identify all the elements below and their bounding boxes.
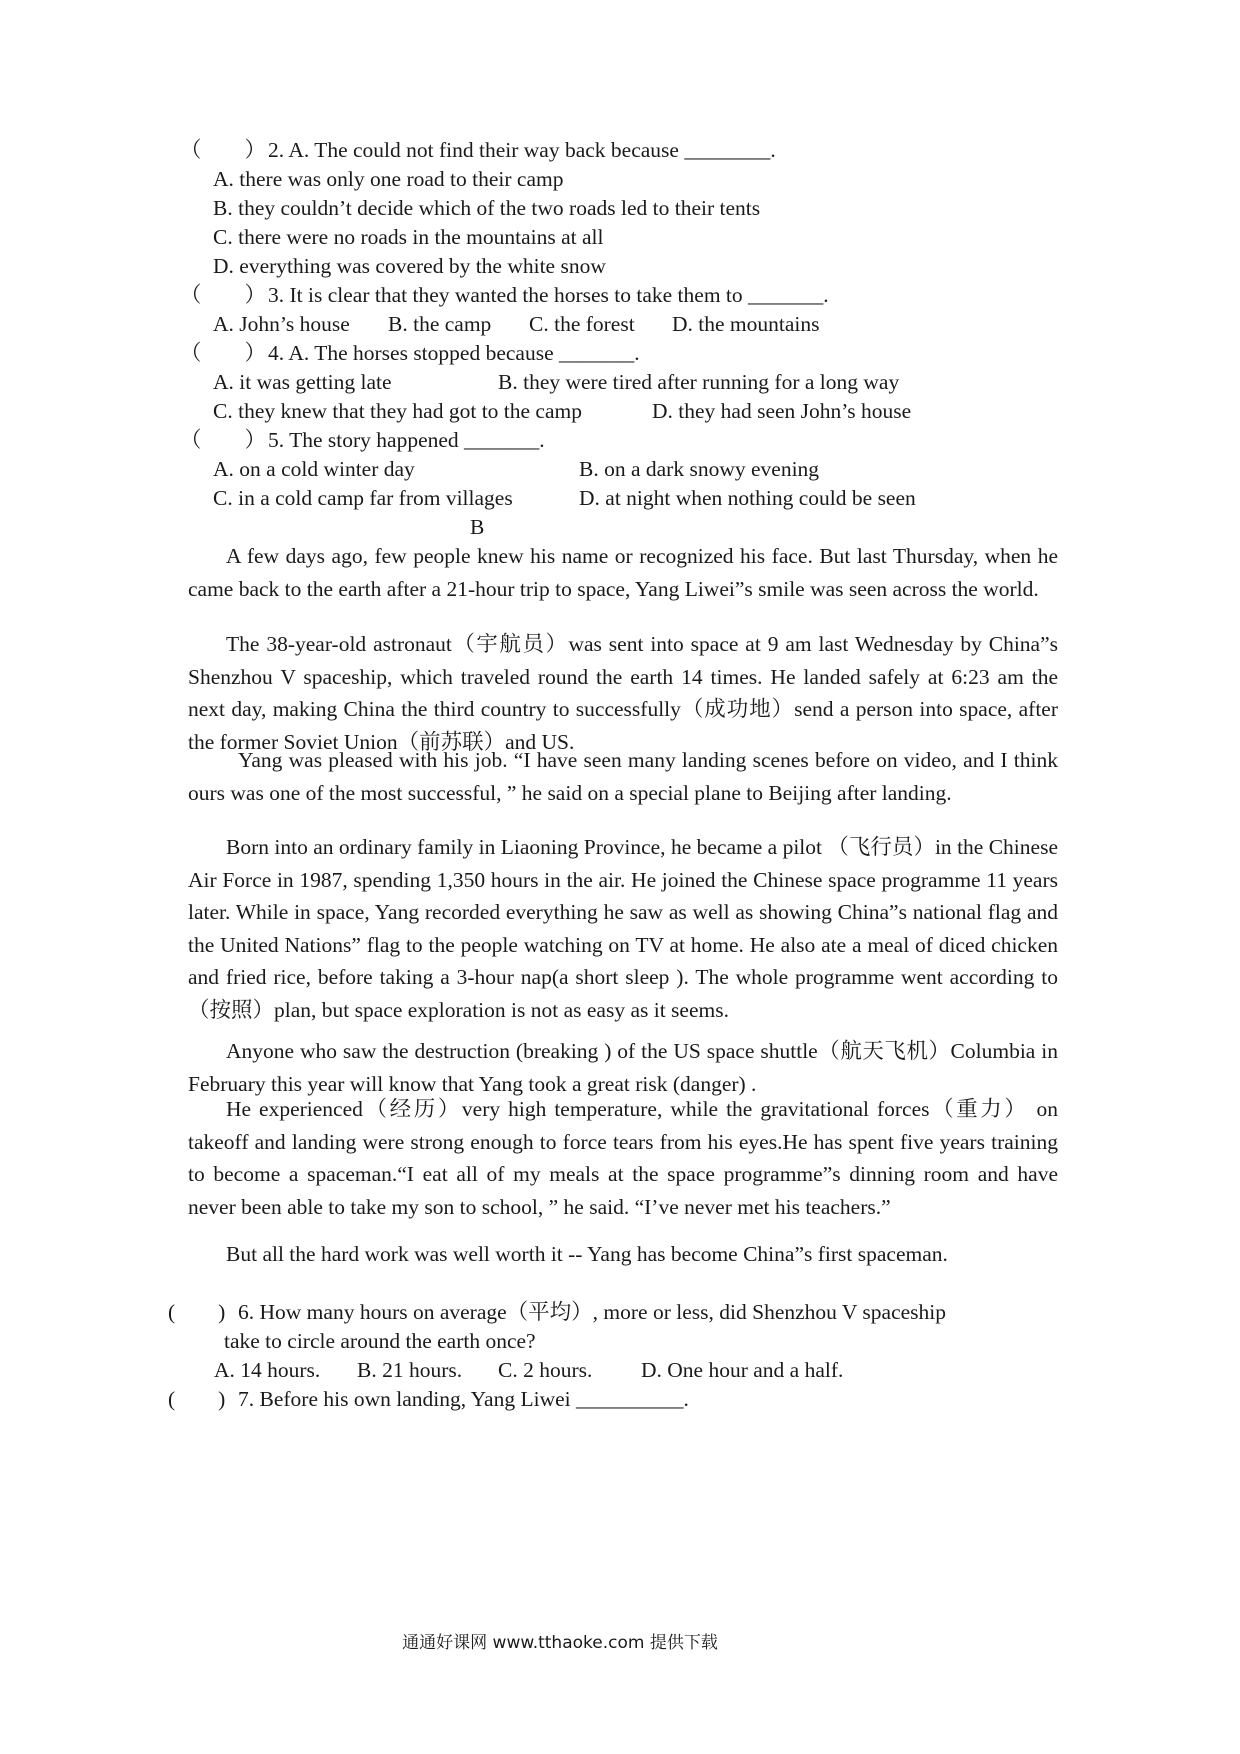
question-6-continued: take to circle around the earth once? (224, 1329, 536, 1353)
q5-option-c: C. in a cold camp far from villages (213, 486, 513, 510)
q5-option-b: B. on a dark snowy evening (579, 457, 820, 481)
q6-option-b: B. 21 hours. (357, 1358, 463, 1382)
q5-option-d: D. at night when nothing could be seen (579, 486, 916, 510)
answer-blank: ( ) (168, 1387, 226, 1411)
passage-paragraph-3: Yang was pleased with his job. “I have seen many landing scenes before on video, and I think ours was one of the most successful, ” he said on a special plane to Beijing after landing. (188, 748, 1058, 805)
passage-paragraph-7: But all the hard work was well worth it -- Yang has become China”s first spaceman. (226, 1242, 948, 1266)
question-text: 3. It is clear that they wanted the horses to take them to _______. (268, 283, 829, 307)
q3-option-a: A. John’s house (213, 312, 350, 336)
q4-option-b: B. they were tired after running for a long way (498, 370, 900, 394)
answer-blank: （ ） (180, 138, 267, 162)
q2-option-d: D. everything was covered by the white snow (213, 254, 606, 278)
section-heading-b: B (470, 515, 485, 539)
passage-paragraph-5: Anyone who saw the destruction (breaking ) of the US space shuttle（航天飞机）Columbia in February this year will know that Yang took a great risk (danger) . (188, 1039, 1058, 1096)
question-2 (180, 134, 776, 166)
question-4 (180, 337, 640, 369)
q5-option-a: A. on a cold winter day (213, 457, 415, 481)
question-text: 7. Before his own landing, Yang Liwei __________. (238, 1387, 689, 1411)
answer-blank: （ ） (180, 341, 267, 365)
q2-option-b: B. they couldn’t decide which of the two roads led to their tents (213, 196, 761, 220)
page-footer: 通通好课网 www.tthaoke.com 提供下载 (402, 1633, 718, 1653)
q3-option-d: D. the mountains (672, 312, 820, 336)
q4-option-d: D. they had seen John’s house (652, 399, 912, 423)
answer-blank: （ ） (180, 283, 267, 307)
question-3 (180, 279, 829, 311)
question-5 (180, 424, 545, 456)
question-text: 4. A. The horses stopped because _______. (268, 341, 640, 365)
q6-option-a: A. 14 hours. (214, 1358, 321, 1382)
q2-option-c: C. there were no roads in the mountains at all (213, 225, 604, 249)
q6-option-c: C. 2 hours. (498, 1358, 593, 1382)
question-text: 5. The story happened _______. (268, 428, 545, 452)
question-7 (168, 1383, 689, 1415)
q3-option-c: C. the forest (529, 312, 635, 336)
question-6 (168, 1296, 946, 1328)
answer-blank: ( ) (168, 1300, 226, 1324)
q2-option-a: A. there was only one road to their camp (213, 167, 564, 191)
passage-paragraph-4: Born into an ordinary family in Liaoning Province, he became a pilot （飞行员）in the Chinese Air Force in 1987, spending 1,350 hours in the air. He joined the Chinese space programme 11 years later. While in space, Yang recorded everything he saw as well as showing China”s national flag and the United Nations” flag to the people watching on TV at home. He also ate a meal of diced chicken and fried rice, before taking a 3-hour nap(a short sleep ). The whole programme went according to（按照）plan, but space exploration is not as easy as it seems. (188, 835, 1058, 1022)
answer-blank: （ ） (180, 428, 267, 452)
q4-option-c: C. they knew that they had got to the camp (213, 399, 582, 423)
q3-option-b: B. the camp (388, 312, 492, 336)
q4-option-a: A. it was getting late (213, 370, 392, 394)
passage-paragraph-6: He experienced（经历）very high temperature, while the gravitational forces（重力） on takeoff and landing were strong enough to force tears from his eyes.He has spent five years training to become a spaceman.“I eat all of my meals at the space programme”s dinning room and have never been able to take my son to school, ” he said. “I’ve never met his teachers.” (188, 1097, 1058, 1219)
q6-option-d: D. One hour and a half. (641, 1358, 844, 1382)
question-text: 2. A. The could not find their way back because ________. (268, 138, 776, 162)
passage-paragraph-1: A few days ago, few people knew his name or recognized his face. But last Thursday, when he came back to the earth after a 21-hour trip to space, Yang Liwei”s smile was seen across the world. (188, 544, 1058, 601)
question-text: 6. How many hours on average（平均）, more or less, did Shenzhou V spaceship (238, 1300, 946, 1324)
passage-paragraph-2: The 38-year-old astronaut（宇航员）was sent into space at 9 am last Wednesday by China”s Shenzhou V spaceship, which traveled round the earth 14 times. He landed safely at 6:23 am the next day, making China the third country to successfully（成功地）send a person into space, after the former Soviet Union（前苏联）and US. (188, 632, 1058, 754)
